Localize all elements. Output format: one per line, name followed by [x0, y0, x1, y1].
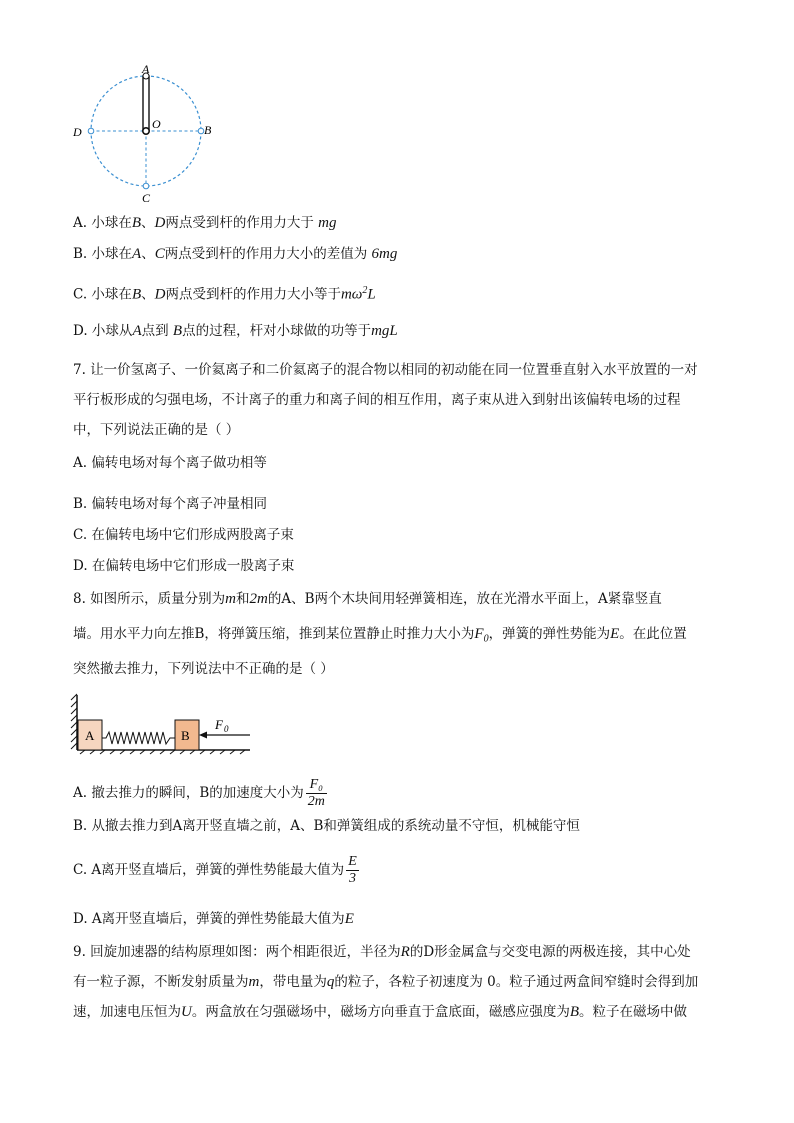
q9-line-1 — [73, 943, 691, 961]
force-subscript: 0 — [224, 724, 229, 734]
math: q — [326, 974, 335, 990]
q8-option-c — [73, 853, 361, 887]
q8-option-a — [73, 776, 329, 810]
arrow-head-icon — [199, 732, 207, 739]
text: D. A离开竖直墙后，弹簧的弹性势能最大值为 — [73, 911, 345, 927]
q9-line-2 — [73, 973, 698, 991]
subscript: 0 — [483, 633, 489, 645]
var: B — [172, 323, 183, 339]
denominator: 2m — [307, 794, 325, 809]
spring — [102, 732, 175, 744]
wall-hatching — [71, 694, 77, 749]
q8-option-b: B. 从撤去推力到A离开竖直墙之前，A、B和弹簧组成的系统动量不守恒，机械能守恒 — [73, 818, 580, 834]
pivot-point — [143, 128, 149, 134]
text: ，弹簧的弹性势能为 — [488, 626, 611, 642]
point-c — [143, 183, 149, 189]
q9-line-3 — [73, 1003, 687, 1021]
text: 和 — [236, 591, 250, 607]
math: mω — [340, 286, 363, 303]
text: ，带电量为 — [259, 974, 327, 990]
q7-line-3: 中，下列说法正确的是（ ） — [73, 422, 240, 438]
text: B. 小球在 — [73, 246, 133, 262]
text: 的粒子，各粒子初速度为 0。粒子通过两盒间窄缝时会得到加 — [334, 974, 699, 990]
var: B — [131, 286, 142, 303]
text: 、 — [141, 286, 155, 303]
math: m — [225, 591, 237, 607]
q7-option-c: C. 在偏转电场中它们形成两股离子束 — [73, 527, 294, 543]
math: U — [181, 1004, 192, 1020]
math: m — [248, 974, 260, 990]
math: L — [367, 286, 376, 303]
text: 的D形金属盒与交变电源的两极连接，其中心处 — [409, 944, 691, 960]
numerator: E — [348, 854, 357, 869]
text: 两点受到杆的作用力大于 — [165, 215, 319, 231]
text: A. 撤去推力的瞬间，B的加速度大小为 — [73, 785, 304, 801]
math: 6mg — [371, 246, 398, 262]
text: 。两盒放在匀强磁场中，磁场方向垂直于盒底面，磁感应强度为 — [191, 1004, 570, 1020]
math: mg — [318, 215, 337, 231]
text: A. 小球在 — [73, 215, 132, 231]
text: C. 小球在 — [73, 286, 132, 303]
text: 有一粒子源，不断发射质量为 — [73, 974, 249, 990]
text: 的A、B两个木块间用轻弹簧相连，放在光滑水平面上，A紧靠竖直 — [267, 591, 662, 607]
q7-line-1: 7. 让一价氢离子、一价氦离子和二价氦离子的混合物以相同的初动能在同一位置垂直射入水平放置的一对 — [73, 362, 698, 378]
q6-option-b — [73, 245, 397, 263]
block-a-label: A — [85, 728, 95, 743]
text: 墙。用水平力向左推B，将弹簧压缩，推到某位置静止时推力大小为 — [73, 626, 475, 642]
math: B — [569, 1004, 580, 1020]
q7-option-b: B. 偏转电场对每个离子冲量相同 — [73, 496, 268, 512]
spring-blocks-figure — [70, 690, 255, 755]
text: 。在此位置 — [619, 626, 687, 642]
text: 。粒子在磁场中做 — [579, 1004, 688, 1020]
point-d — [88, 128, 94, 134]
label-b: B — [204, 123, 212, 137]
rod — [143, 76, 149, 131]
q7-option-d: D. 在偏转电场中它们形成一股离子束 — [73, 558, 295, 574]
math: E — [610, 626, 620, 642]
text: 点到 — [141, 323, 173, 339]
text: 速，加速电压恒为 — [73, 1004, 181, 1020]
math: 2m — [249, 591, 268, 607]
fraction — [346, 854, 359, 887]
point-b — [198, 128, 204, 134]
math: E — [344, 911, 354, 927]
label-a: A — [142, 62, 150, 76]
var: B — [131, 215, 142, 231]
label-c: C — [142, 191, 151, 205]
math: F — [474, 626, 484, 642]
text: 、 — [141, 215, 155, 231]
var: C — [154, 246, 165, 262]
text: D. 小球从 — [73, 323, 133, 339]
block-b-label: B — [181, 728, 190, 743]
q7-line-2: 平行板形成的匀强电场，不计离子的重力和离子间的相互作用，离子束从进入到射出该偏转电场的过程 — [73, 392, 681, 408]
math: mgL — [371, 323, 398, 339]
var: A — [132, 246, 142, 262]
text: 8. 如图所示，质量分别为 — [73, 591, 226, 607]
text: 9. 回旋加速器的结构原理如图：两个相距很近，半径为 — [73, 944, 401, 960]
q8-line-2 — [73, 625, 687, 649]
q7-option-a: A. 偏转电场对每个离子做功相等 — [73, 455, 267, 471]
text: 点的过程，杆对小球做的功等于 — [182, 323, 372, 339]
text: 两点受到杆的作用力大小的差值为 — [164, 246, 372, 262]
q8-option-d — [73, 910, 354, 928]
math: R — [400, 944, 410, 960]
force-label: F — [215, 717, 223, 732]
superscript: 2 — [362, 285, 368, 296]
q8-line-1 — [73, 590, 662, 608]
label-o: O — [152, 117, 161, 131]
denominator: 3 — [348, 871, 356, 886]
var: D — [154, 215, 166, 231]
q6-option-c — [73, 282, 376, 304]
fraction — [306, 777, 327, 810]
circle-rod-figure — [70, 60, 230, 210]
text: 、 — [141, 246, 155, 262]
q8-line-3: 突然撤去推力，下列说法中不正确的是（ ） — [73, 661, 334, 677]
q6-option-a — [73, 214, 337, 232]
numerator: F₀ — [306, 777, 327, 794]
q6-option-d — [73, 322, 398, 340]
label-d: D — [73, 125, 82, 139]
var: A — [132, 323, 142, 339]
text: C. A离开竖直墙后，弹簧的弹性势能最大值为 — [73, 862, 345, 878]
text: 两点受到杆的作用力大小等于 — [165, 286, 341, 303]
var: D — [154, 286, 166, 303]
